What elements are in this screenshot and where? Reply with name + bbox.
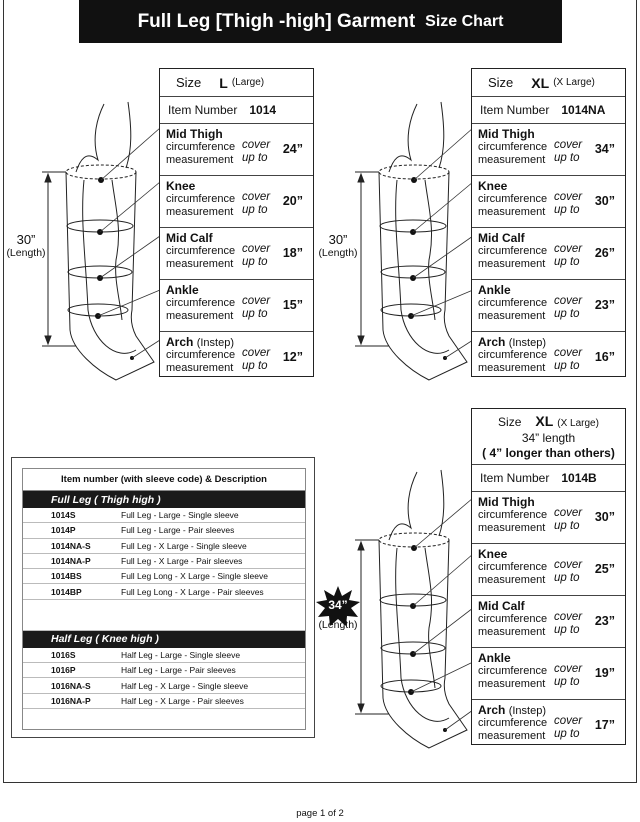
measurement-row-mid-calf: Mid Calf circumference measurement cover up to 18” (160, 228, 313, 280)
measurement-row-mid-calf: Mid Calf circumference measurement cover up to 26” (472, 228, 625, 280)
measurement-row-ankle: Ankle circumference measurement cover up to 15” (160, 280, 313, 332)
leg-diagram-xlarge (349, 100, 479, 390)
measurement-row-knee: Knee circumference measurement cover up to 20” (160, 176, 313, 228)
leg-length-label-large: 30” (Length) (6, 232, 46, 259)
measurement-row-arch: Arch (Instep) circumference measurement cover up to 16” (478, 335, 615, 374)
leg-diagram-xlarge-long (349, 468, 479, 758)
table-row: 1014NA-P Full Leg - X Large - Pair sleeves (23, 554, 305, 569)
table-row: 1014S Full Leg - Large - Single sleeve (23, 508, 305, 523)
table-row: 1016S Half Leg - Large - Single sleeve (23, 648, 305, 663)
title-size-chart: Size Chart (425, 12, 504, 30)
table-row: 1016NA-P Half Leg - X Large - Pair sleeves (23, 694, 305, 709)
size-table-large (159, 68, 314, 377)
size-row: Size L (Large) (160, 69, 313, 97)
table-row: 1014P Full Leg - Large - Pair sleeves (23, 523, 305, 538)
section-full-leg: Full Leg ( Thigh high ) (23, 491, 305, 508)
leg-length-label-xlarge-long: 34” (Length) (318, 598, 358, 631)
section-half-leg: Half Leg ( Knee high ) (23, 631, 305, 648)
item-description-table (11, 457, 315, 738)
table-row: 1016NA-S Half Leg - X Large - Single sleeve (23, 678, 305, 693)
measurement-row-knee: Knee circumference measurement cover up to 30” (472, 176, 625, 228)
measurement-row-arch: Arch (Instep) circumference measurement cover up to 12” (166, 335, 303, 374)
description-header: Item number (with sleeve code) & Description (23, 469, 305, 491)
measurement-row-ankle: Ankle circumference measurement cover up to 19” (472, 648, 625, 700)
leg-length-label-xlarge: 30” (Length) (318, 232, 358, 259)
measurement-row-mid-thigh: Mid Thigh circumference measurement cover up to 34” (472, 124, 625, 176)
size-table-xlarge (471, 68, 626, 377)
measurement-row-mid-thigh: Mid Thigh circumference measurement cover up to 24” (160, 124, 313, 176)
measurement-row-knee: Knee circumference measurement cover up to 25” (472, 544, 625, 596)
table-row: 1014NA-S Full Leg - X Large - Single sleeve (23, 539, 305, 554)
leg-diagram-large (36, 100, 166, 390)
table-row: 1014BP Full Leg Long - X Large - Pair sleeves (23, 584, 305, 599)
table-row: 1016P Half Leg - Large - Pair sleeves (23, 663, 305, 678)
page-title (79, 0, 562, 43)
item-number-row: Item Number 1014B (472, 465, 625, 492)
item-number-row: Item Number 1014 (160, 97, 313, 124)
table-row: 1014BS Full Leg Long - X Large - Single sleeve (23, 569, 305, 584)
size-row: Size XL (X Large) (472, 69, 625, 97)
size-row-extended: Size XL (X Large) 34” length ( 4” longer than others) (472, 409, 625, 465)
measurement-row-mid-calf: Mid Calf circumference measurement cover up to 23” (472, 596, 625, 648)
spacer-row (23, 600, 305, 631)
size-table-xlarge-long (471, 408, 626, 745)
measurement-row-arch: Arch (Instep) circumference measurement cover up to 17” (478, 703, 615, 742)
item-number-row: Item Number 1014NA (472, 97, 625, 124)
page-number: page 1 of 2 (296, 808, 344, 819)
measurement-row-ankle: Ankle circumference measurement cover up to 23” (472, 280, 625, 332)
measurement-row-mid-thigh: Mid Thigh circumference measurement cover up to 30” (472, 492, 625, 544)
title-main: Full Leg [Thigh -high] Garment (137, 10, 416, 32)
